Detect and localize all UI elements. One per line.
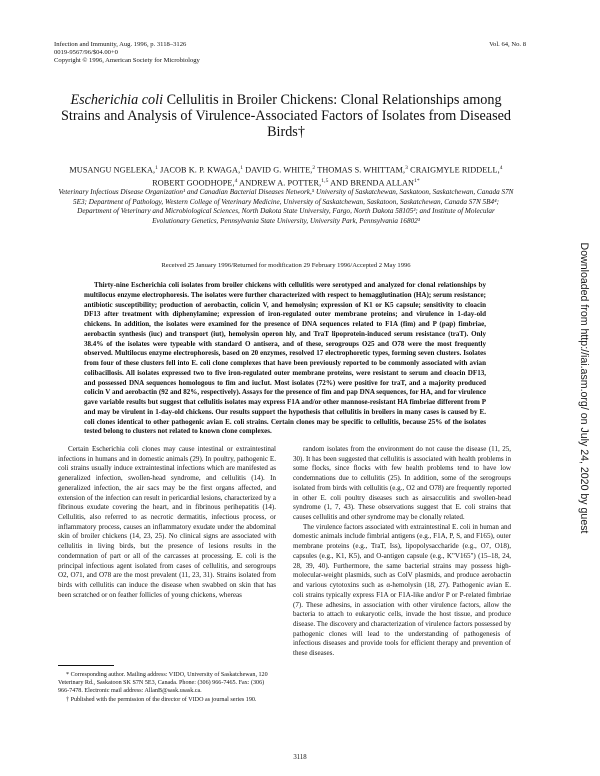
affiliations: Veterinary Infectious Disease Organization¹ and Canadian Bacterial Diseases Network,⁵ University of Saskatchewan, Saskatoon, Saskatchewan, Canada S7N 5E3; Department of Pathology, Western College of Veterinary Medicine, University of Saskatchewan, Saskatoon, Saskatchewan, Canada S7N 5B4⁴; Department of Veterinary and Microbiological Sciences, North Dakota State University, Fargo, North Dakota 58105²; and Institute of Molecular Evolutionary Genetics, Pennsylvania State University, University Park, Pennsylvania 16802³	[58, 188, 514, 225]
author-affiliation-mark: 3	[405, 165, 408, 171]
author-affiliation-mark: 1	[155, 165, 159, 171]
author-affiliation-mark: 1*	[414, 177, 420, 184]
author-affiliation-mark: 4	[234, 177, 238, 184]
abstract: Thirty-nine Escherichia coli isolates from broiler chickens with cellulitis were serotyped and analyzed for clonal relationships by multilocus enzyme electrophoresis. The isolates were further characterized with respect to hemagglutination (HA); serum resistance; antibiotic susceptibility; production of aerobactin, colicin V, and hemolysin; expression of K1 or K5 capsule; sensitivity to cloacin DF13 after treatment with diphenylamine; expression of iron-regulated outer membrane proteins; and virulence in 1-day-old chickens. In addition, the isolates were examined for the presence of DNA sequences related to F1A (fim) and P (pap) fimbriae, aerobactin synthesis (iuc) and transport (iut), hemolysin operon hly, and TraT lipoprotein-induced serum resistance (traT). Only 38.4% of the isolates were typeable with standard O antisera, and of these, serogroups O25 and O78 were the most frequently observed. Multilocus enzyme electrophoresis, based on 20 enzymes, resolved 17 electrophoretic types, forming seven clusters. Isolates from four of these clusters fell into E. coli clone complexes that have been previously reported to be commonly associated with avian colibacillosis. All isolates expressed two to five iron-regulated outer membrane proteins, were resistant to serum and cloacin DF13, and possessed DNA sequences homologous to fim and iucIut. Most isolates (72%) were positive for traT, and a majority produced colicin V and aerobactin (92 and 82%, respectively). Assays for the presence of fim and pap DNA sequences, for HA, and for virulence gave variable results but suggest that cellulitis isolates may express F1A and/or other mannose-resistant HA fimbriae different from P and may be virulent in 1-day-old chickens. Our results support the hypothesis that cellulitis in broilers in many cases is caused by E. coli clones identical to other pathogenic avian E. coli strains. Certain clones may be specific to cellulitis, because 25% of the isolates tested belong to clusters not related to known clone complexes.	[84, 281, 486, 436]
author-name: JACOB K. P. KWAGA,	[158, 165, 241, 175]
author-name: DAVID G. WHITE,	[243, 165, 313, 175]
page-number: 3118	[293, 754, 307, 761]
download-watermark: Downloaded from http://iai.asm.org/ on July 24, 2020 by guest	[578, 242, 590, 534]
title-organism: Escherichia coli	[70, 92, 164, 108]
author-name: ROBERT GOODHOPE,	[152, 178, 235, 188]
body-paragraph: The virulence factors associated with extraintestinal E. coli in human and domestic animals include fimbrial antigens (e.g., F1A, P, S, and F165), outer membrane proteins (e.g., TraT, Iss), lipopolysaccharide (e.g., O7, O18), capsules (e.g., K1, K5), and O-antigen capsule (e.g., K"V165") (15–18, 24, 28, 39, 40). Furthermore, the same bacterial strains may possess high-molecular-weight plasmids, such as ColV plasmids, and produce aerobactin and various cytotoxins such as α-hemolysin (18, 27). Pathogenic avian E. coli strains typically express F1A or F1A-like and/or P or P-related fimbriae (7). These adhesins, in association with other virulence factors, allow the bacteria to attach to eukaryotic cells, invade the host tissue, and produce disease. The discovery and characterization of virulence factors possessed by pathogenic clones will lead to the understanding of pathogenesis of infectious diseases and provide tools for efficient therapy and prevention of these diseases.	[293, 522, 511, 658]
footnotes	[58, 671, 276, 704]
issn-line: 0019-9567/96/$04.00+0	[54, 49, 118, 56]
article-title	[60, 92, 512, 140]
journal-line: Infection and Immunity, Aug. 1996, p. 3118–3126	[54, 41, 187, 48]
author-name: THOMAS S. WHITTAM,	[315, 165, 406, 175]
footnote-divider	[58, 665, 114, 666]
body-column-right	[293, 445, 511, 659]
body-paragraph: Certain Escherichia coli clones may cause intestinal or extraintestinal infections in humans and in domestic animals (29). In poultry, pathogenic E. coli strains usually induce extraintestinal infections which are manifested as generalized infection, swollen-head syndrome, and cellulitis (14). In generalized infection, the air sacs may be the first organs affected, and extension of the infection can result in pericardial lesions, characterized by a fibrinous exudate covering the heart, and in fibrinous perihepatitis (14). Cellulitis, also referred to as necrotic dermatitis, infectious process, or inflammatory process, causes an inflammatory exudate under the abdominal skin of broiler chickens (14, 23, 25). No clinical signs are associated with cellulitis in living birds, but the presence of lesions results in the condemnation of part or all of the carcasses at processing. E. coli is the principal infectious agent isolated from cases of cellulitis, and serogroups O2, O71, and O78 are the most prevalent (11, 23, 31). Strains isolated from birds with cellulitis can induce the disease when swabbed on skin that has been scratched or on feather follicles of young chickens, whereas	[58, 445, 276, 599]
copyright-line: Copyright © 1996, American Society for Microbiology	[54, 57, 200, 64]
running-header	[54, 41, 200, 65]
volume-issue: Vol. 64, No. 8	[489, 41, 526, 48]
footnote-corresponding-author: * Corresponding author. Mailing address: VIDO, University of Saskatchewan, 120 Veterinary Rd., Saskatoon SK S7N 5E3, Canada. Phone: (306) 966-7465. Fax: (306) 966-7478. Electronic mail address: AllanB@sask.usask.ca.	[58, 672, 268, 695]
author-list	[60, 163, 512, 188]
body-paragraph: random isolates from the environment do not cause the disease (11, 25, 30). It has been suggested that cellulitis is associated with health problems in some flocks, since flocks with few health problems tend to have low condemnations due to cellulitis (25). In addition, some of the serogroups isolated from birds with cellulitis (e.g., O2 and O78) are frequently reported in other E. coli poultry diseases such as airsacculitis and swollen-head syndrome (1, 7, 43). These observations suggest that E. coli strains that causes cellulitis and other syndrome may be clonally related.	[293, 445, 511, 522]
author-name: MUSANGU NGELEKA,	[69, 165, 156, 175]
title-text: Cellulitis in Broiler Chickens: Clonal Relationships among Strains and Analysis of Virulence-Associated Factors of Isolates from Diseased Birds†	[60, 92, 512, 140]
received-dates: Received 25 January 1996/Returned for modification 29 February 1996/Accepted 2 May 1996	[161, 262, 411, 269]
author-affiliation-mark: 1	[240, 165, 244, 171]
author-name: AND BRENDA ALLAN	[328, 178, 415, 188]
body-column-left	[58, 445, 276, 601]
author-affiliation-mark: 1,5	[321, 177, 329, 184]
author-affiliation-mark: 4	[499, 165, 503, 171]
author-affiliation-mark: 2	[312, 165, 316, 171]
footnote-publication: † Published with the permission of the director of VIDO as journal series 190.	[66, 696, 257, 703]
author-name: CRAIGMYLE RIDDELL,	[407, 165, 500, 175]
author-name: ANDREW A. POTTER,	[237, 178, 322, 188]
